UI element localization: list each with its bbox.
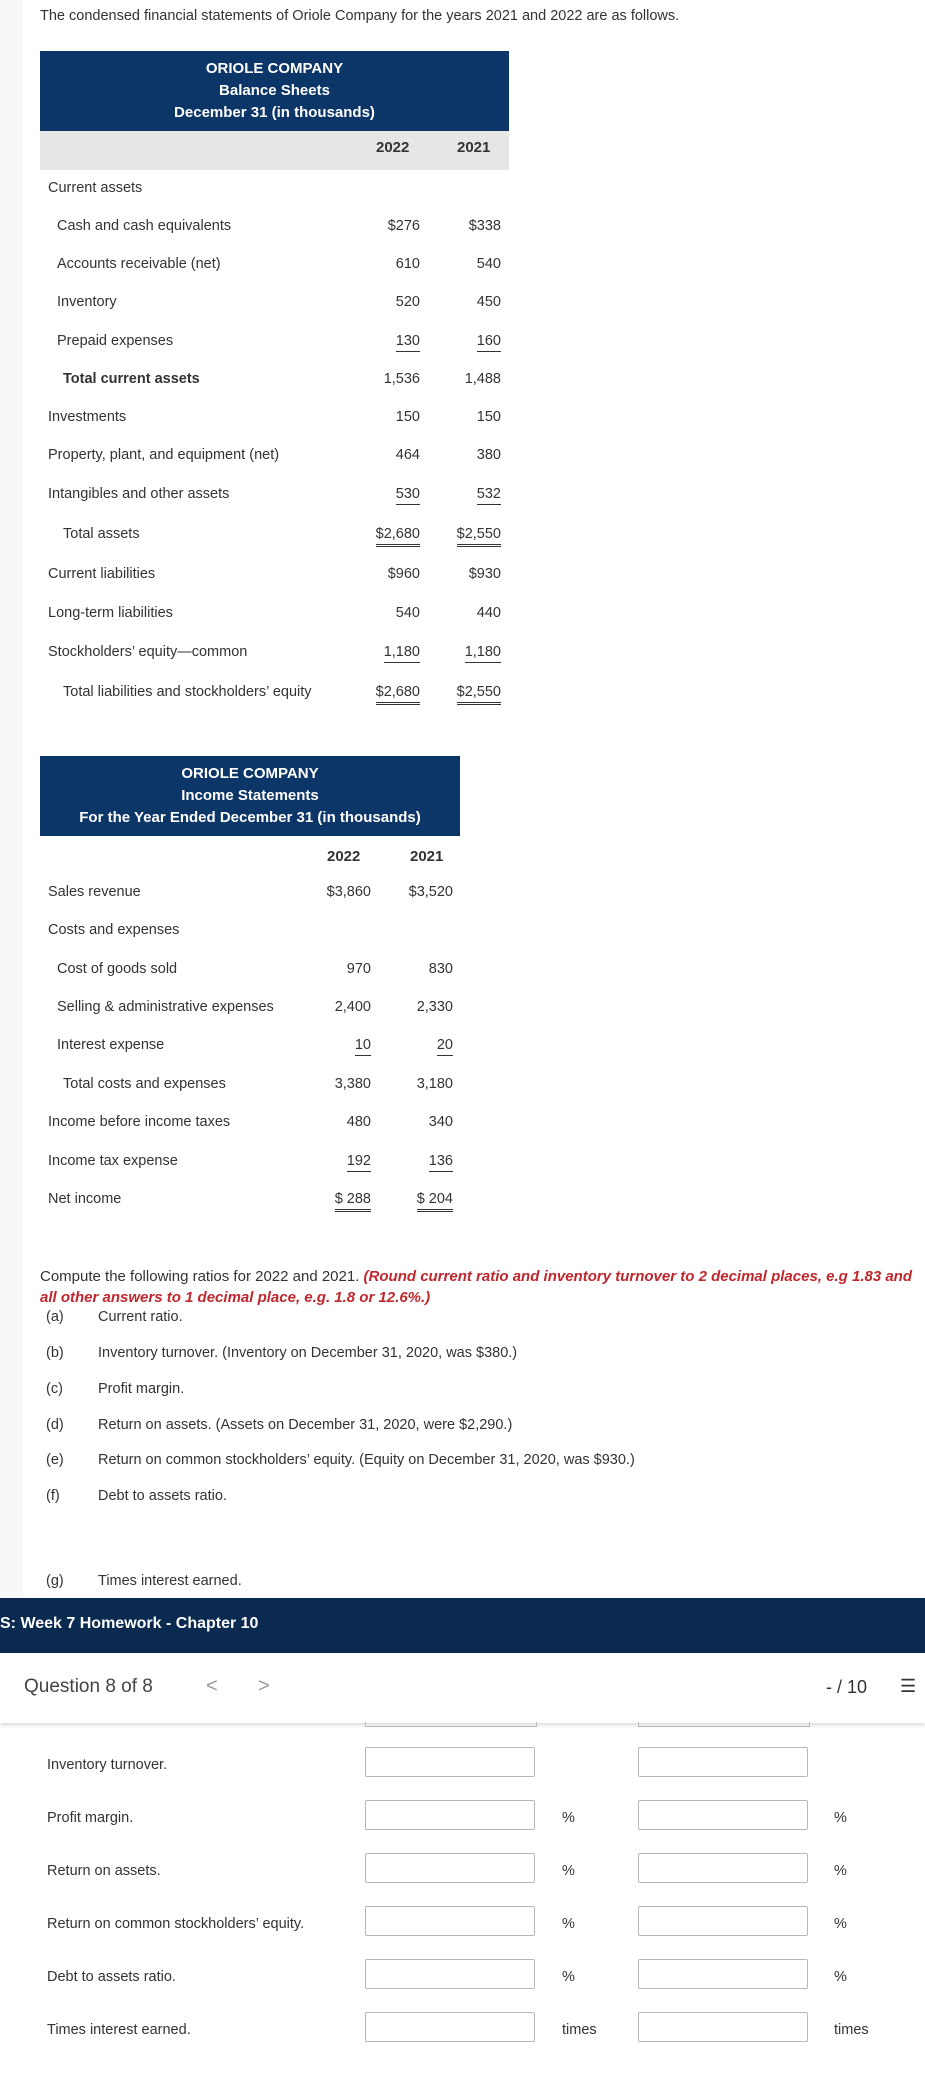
answer-input-partial-2021[interactable] (638, 1722, 810, 1727)
balance-row-label: Intangibles and other assets (48, 486, 230, 502)
income-value-2021: 20 (437, 1037, 453, 1056)
balance-value-2021: 160 (477, 333, 501, 352)
answer-unit-2022: % (562, 1916, 575, 1932)
balance-row (40, 566, 509, 590)
answer-input-2022[interactable] (365, 1800, 535, 1830)
income-year-2021: 2021 (410, 848, 444, 865)
income-value-2022: $ 288 (335, 1191, 371, 1212)
question-text: Profit margin. (98, 1381, 185, 1397)
balance-value-2022: $2,680 (376, 684, 420, 705)
income-row (40, 1076, 460, 1100)
question-item (40, 1345, 900, 1367)
balance-row-label: Inventory (57, 294, 117, 310)
balance-value-2021: $2,550 (457, 526, 501, 547)
answer-input-2022[interactable] (365, 2012, 535, 2042)
balance-value-2022: $276 (387, 218, 420, 234)
balance-value-2022: 520 (395, 294, 420, 310)
income-column-header (40, 836, 460, 874)
question-item (40, 1381, 900, 1403)
income-row-label: Total costs and expenses (63, 1076, 226, 1092)
income-title-company: ORIOLE COMPANY (181, 765, 319, 782)
balance-row (40, 486, 509, 510)
income-row (40, 884, 460, 908)
balance-value-2021: 380 (476, 447, 501, 463)
income-value-2021: 340 (428, 1114, 453, 1130)
balance-row-label: Cash and cash equivalents (57, 218, 232, 234)
income-value-2021: 136 (429, 1153, 453, 1172)
answer-row (0, 1800, 925, 1840)
balance-title-date: December 31 (in thousands) (174, 104, 375, 121)
balance-title-company: ORIOLE COMPANY (205, 60, 344, 77)
balance-row-label: Total assets (63, 526, 140, 542)
balance-sheet-header (40, 51, 509, 131)
income-row (40, 1153, 460, 1177)
answer-input-partial-2022[interactable] (365, 1722, 537, 1727)
balance-row-label: Accounts receivable (net) (57, 256, 221, 272)
next-question-icon[interactable]: > (258, 1675, 270, 1697)
answer-row (0, 1747, 925, 1787)
balance-row (40, 684, 509, 708)
balance-row-label: Stockholders’ equity—common (48, 644, 248, 660)
income-row-label: Costs and expenses (48, 922, 180, 938)
income-row (40, 1114, 460, 1138)
balance-row (40, 218, 509, 242)
income-value-2022: 480 (346, 1114, 371, 1130)
answer-row (0, 1853, 925, 1893)
income-value-2022: 3,380 (334, 1076, 371, 1092)
question-item (40, 1309, 900, 1331)
instructions (40, 1266, 925, 1308)
balance-value-2021: 150 (476, 409, 501, 425)
income-row (40, 1191, 460, 1215)
income-value-2022: $3,860 (326, 884, 371, 900)
balance-value-2022: $960 (387, 566, 420, 582)
question-letter: (f) (46, 1488, 60, 1504)
answer-unit-2022: % (562, 1969, 575, 1985)
income-value-2021: $ 204 (417, 1191, 453, 1212)
balance-row (40, 644, 509, 668)
question-text: Times interest earned. (98, 1573, 242, 1589)
question-letter: (e) (46, 1452, 64, 1468)
income-value-2022: 2,400 (334, 999, 371, 1015)
question-item (40, 1452, 900, 1474)
question-score: - / 10 (826, 1677, 868, 1697)
balance-year-2021: 2021 (457, 139, 491, 156)
balance-row-label: Investments (48, 409, 127, 425)
balance-column-header (40, 131, 509, 170)
answer-unit-2021: % (834, 1969, 847, 1985)
balance-value-2022: 1,180 (384, 644, 420, 663)
balance-row-label: Prepaid expenses (57, 333, 174, 349)
answer-input-2021[interactable] (638, 1747, 808, 1777)
income-row-label: Income tax expense (48, 1153, 178, 1169)
question-letter: (d) (46, 1417, 64, 1433)
income-row (40, 961, 460, 985)
balance-row-label: Property, plant, and equipment (net) (48, 447, 280, 463)
income-value-2021: 3,180 (416, 1076, 453, 1092)
income-title-statement: Income Statements (181, 787, 319, 804)
question-item (40, 1488, 900, 1510)
question-text: Return on assets. (Assets on December 31, 2020, were $2,290.) (98, 1417, 513, 1433)
income-value-2021: 830 (428, 961, 453, 977)
balance-value-2022: 130 (396, 333, 420, 352)
question-letter: (c) (46, 1381, 63, 1397)
balance-year-2022: 2022 (376, 139, 410, 156)
income-row-label: Interest expense (57, 1037, 165, 1053)
intro-text: The condensed financial statements of Oriole Company for the years 2021 and 2022 are as follows. (40, 8, 680, 24)
balance-value-2022: $2,680 (376, 526, 420, 547)
question-navigation-bar (0, 1653, 925, 1723)
answer-row (0, 1959, 925, 1999)
question-letter: (b) (46, 1345, 64, 1361)
balance-value-2021: 540 (476, 256, 501, 272)
answer-row-label: Inventory turnover. (47, 1757, 168, 1773)
question-text: Return on common stockholders’ equity. (Equity on December 31, 2020, was $930.) (98, 1452, 635, 1468)
income-row-label: Cost of goods sold (57, 961, 178, 977)
answer-input-2022[interactable] (365, 1853, 535, 1883)
balance-row-label: Current assets (48, 180, 143, 196)
balance-row (40, 605, 509, 629)
answer-input-2021[interactable] (638, 1853, 808, 1883)
question-item (40, 1417, 900, 1439)
question-text: Debt to assets ratio. (98, 1488, 227, 1504)
income-row (40, 1037, 460, 1061)
income-value-2021: 2,330 (416, 999, 453, 1015)
balance-row (40, 371, 509, 395)
income-row (40, 999, 460, 1023)
balance-row-label: Total current assets (63, 371, 200, 387)
answer-unit-2022: % (562, 1810, 575, 1826)
balance-value-2021: 450 (476, 294, 501, 310)
answer-unit-2022: % (562, 1863, 575, 1879)
income-value-2022: 192 (347, 1153, 371, 1172)
income-title-period: For the Year Ended December 31 (in thousands) (79, 809, 421, 826)
balance-row-label: Current liabilities (48, 566, 156, 582)
question-letter: (g) (46, 1573, 64, 1589)
answer-row (0, 1906, 925, 1946)
course-navbar (0, 1598, 925, 1653)
balance-row-label: Total liabilities and stockholders’ equity (63, 684, 312, 700)
balance-value-2022: 610 (395, 256, 420, 272)
answer-input-2022[interactable] (365, 1906, 535, 1936)
answer-row-label: Profit margin. (47, 1810, 134, 1826)
answer-row-label: Times interest earned. (47, 2022, 191, 2038)
balance-value-2022: 530 (396, 486, 420, 505)
answer-unit-2021: times (834, 2022, 869, 2038)
income-statement-header (40, 756, 460, 836)
question-letter: (a) (46, 1309, 64, 1325)
question-counter: Question 8 of 8 (24, 1676, 153, 1697)
balance-value-2022: 464 (395, 447, 420, 463)
balance-row (40, 526, 509, 550)
balance-row-label: Long-term liabilities (48, 605, 173, 621)
question-item (40, 1573, 900, 1595)
answer-input-2021[interactable] (638, 1959, 808, 1989)
balance-title-statement: Balance Sheets (219, 82, 330, 99)
income-row-label: Sales revenue (48, 884, 141, 900)
instructions-text: Compute the following ratios for 2022 and 2021. (40, 1268, 364, 1285)
balance-row (40, 180, 509, 204)
balance-row (40, 294, 509, 318)
balance-row (40, 333, 509, 357)
income-row-label: Income before income taxes (48, 1114, 231, 1130)
balance-value-2021: $338 (468, 218, 501, 234)
rounding-instructions: (Round current ratio and inventory turnover to 2 decimal places, e.g 1.83 and all other answers to 1 decimal place, e.g. 1.8 or 12.6%.) (40, 1268, 913, 1306)
balance-row (40, 409, 509, 433)
income-value-2022: 10 (355, 1037, 371, 1056)
balance-value-2022: 540 (395, 605, 420, 621)
answer-unit-2021: % (834, 1863, 847, 1879)
income-value-2021: $3,520 (408, 884, 453, 900)
answer-unit-2021: % (834, 1916, 847, 1932)
balance-value-2021: $2,550 (457, 684, 501, 705)
income-row (40, 922, 460, 946)
balance-value-2021: 1,488 (464, 371, 501, 387)
balance-value-2022: 1,536 (383, 371, 420, 387)
balance-value-2021: 1,180 (465, 644, 501, 663)
income-row-label: Selling & administrative expenses (57, 999, 274, 1015)
answer-row-label: Debt to assets ratio. (47, 1969, 176, 1985)
answer-input-2021[interactable] (638, 1800, 808, 1830)
balance-row (40, 256, 509, 280)
left-margin-strip (0, 0, 23, 1720)
income-year-2022: 2022 (327, 848, 361, 865)
balance-row (40, 447, 509, 471)
answer-row-label: Return on assets. (47, 1863, 161, 1879)
answer-input-2021[interactable] (638, 2012, 808, 2042)
income-row-label: Net income (48, 1191, 122, 1207)
answer-input-2021[interactable] (638, 1906, 808, 1936)
answer-input-2022[interactable] (365, 1747, 535, 1777)
answer-input-2022[interactable] (365, 1959, 535, 1989)
answer-row (0, 2012, 925, 2052)
question-text: Inventory turnover. (Inventory on December 31, 2020, was $380.) (98, 1345, 518, 1361)
balance-value-2021: $930 (468, 566, 501, 582)
balance-value-2021: 532 (477, 486, 501, 505)
balance-value-2022: 150 (395, 409, 420, 425)
course-title: S: Week 7 Homework - Chapter 10 (0, 1615, 259, 1632)
answer-row-label: Return on common stockholders’ equity. (47, 1916, 305, 1932)
question-list-icon[interactable]: ☰ (900, 1676, 917, 1696)
balance-value-2021: 440 (476, 605, 501, 621)
question-text: Current ratio. (98, 1309, 183, 1325)
previous-question-icon[interactable]: < (206, 1675, 218, 1697)
income-value-2022: 970 (346, 961, 371, 977)
answer-unit-2021: % (834, 1810, 847, 1826)
answer-unit-2022: times (562, 2022, 597, 2038)
